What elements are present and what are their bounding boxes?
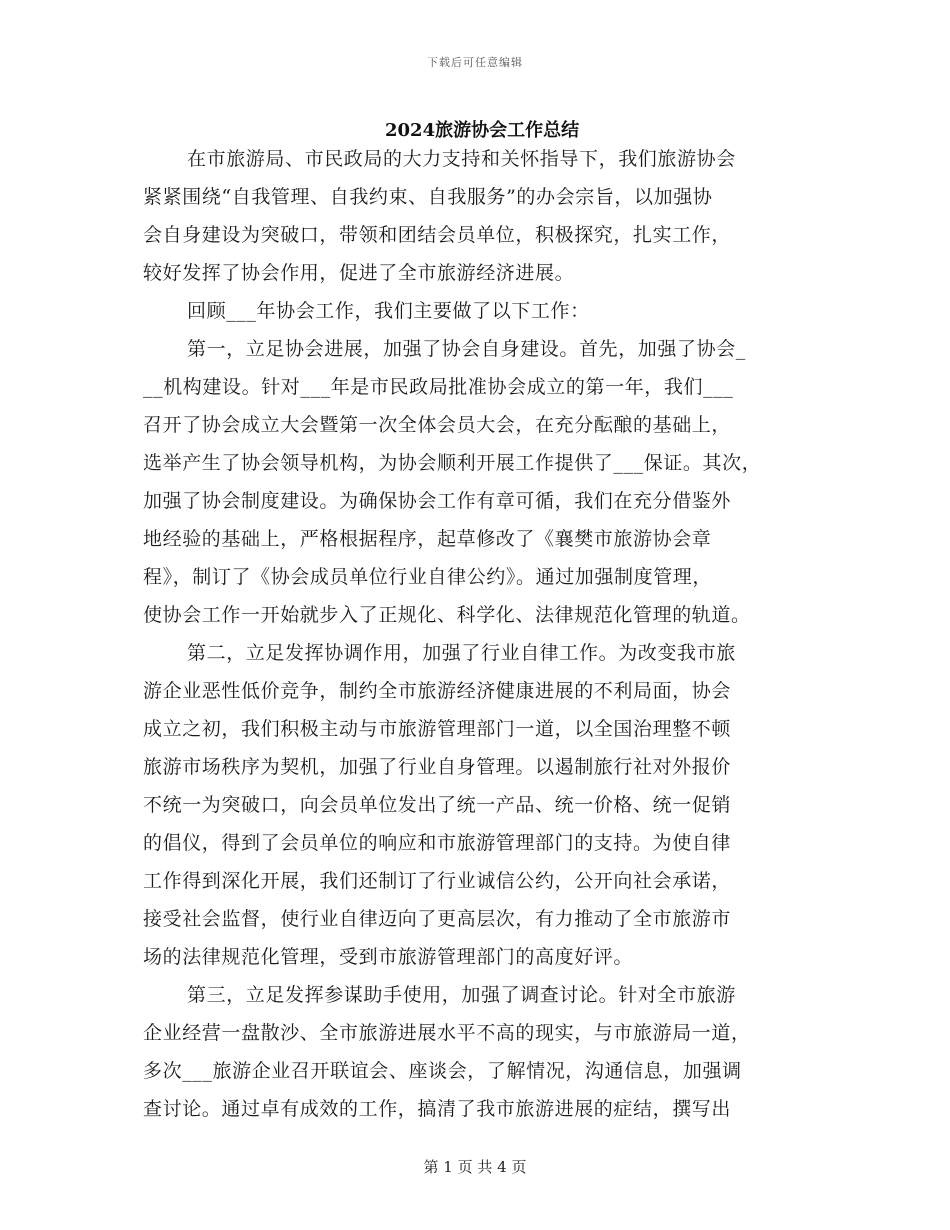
page-number: 第 1 页 共 4 页 <box>423 1158 527 1176</box>
body-line: 加强了协会制度建设。为确保协会工作有章可循，我们在充分借鉴外 <box>143 490 732 512</box>
body-line: 地经验的基础上，严格根据程序，起草修改了《襄樊市旅游协会章 <box>143 528 712 550</box>
body-line: 程》，制订了《协会成员单位行业自律公约》。通过加强制度管理， <box>143 566 713 588</box>
body-line: 第三，立足发挥参谋助手使用，加强了调查讨论。针对全市旅游 <box>187 984 736 1006</box>
body-line: 第一，立足协会进展，加强了协会自身建设。首先，加强了协会_ <box>187 338 746 360</box>
body-line: 使协会工作一开始就步入了正规化、科学化、法律规范化管理的轨道。 <box>143 604 751 626</box>
body-line: 成立之初，我们积极主动与市旅游管理部门一道，以全国治理整不顿 <box>143 718 732 740</box>
body-line: 接受社会监督，使行业自律迈向了更高层次，有力推动了全市旅游市 <box>143 908 732 930</box>
body-line: 工作得到深化开展，我们还制订了行业诚信公约，公开向社会承诺， <box>143 870 732 892</box>
body-line: 会自身建设为突破口，带领和团结会员单位，积极探究，扎实工作， <box>143 224 732 246</box>
header-note: 下载后可任意编辑 <box>427 56 523 69</box>
body-line: 第二，立足发挥协调作用，加强了行业自律工作。为改变我市旅 <box>187 642 736 664</box>
body-line: 召开了协会成立大会暨第一次全体会员大会，在充分酝酿的基础上， <box>143 414 732 436</box>
body-line: 选举产生了协会领导机构，为协会顺利开展工作提供了___保证。其次， <box>143 452 762 474</box>
body-line: 多次___旅游企业召开联谊会、座谈会，了解情况，沟通信息，加强调 <box>143 1060 742 1082</box>
document-title: 2024旅游协会工作总结 <box>385 120 580 141</box>
body-line: 在市旅游局、市民政局的大力支持和关怀指导下，我们旅游协会 <box>187 148 736 170</box>
body-line: 的倡仪，得到了会员单位的响应和市旅游管理部门的支持。为使自律 <box>143 832 732 854</box>
body-line: 游企业恶性低价竞争，制约全市旅游经济健康进展的不利局面，协会 <box>143 680 732 702</box>
body-line: 企业经营一盘散沙、全市旅游进展水平不高的现实，与市旅游局一道， <box>143 1022 751 1044</box>
body-line: 较好发挥了协会作用，促进了全市旅游经济进展。 <box>143 262 575 284</box>
body-line: 查讨论。通过卓有成效的工作，搞清了我市旅游进展的症结，撰写出 <box>143 1098 732 1120</box>
body-line: 不统一为突破口，向会员单位发出了统一产品、统一价格、统一促销 <box>143 794 732 816</box>
body-line: 旅游市场秩序为契机，加强了行业自身管理。以遏制旅行社对外报价 <box>143 756 732 778</box>
body-line: 场的法律规范化管理，受到市旅游管理部门的高度好评。 <box>143 946 634 968</box>
body-line: 紧紧围绕“自我管理、自我约束、自我服务”的办会宗旨，以加强协 <box>143 186 713 208</box>
body-line: __机构建设。针对___年是市民政局批准协会成立的第一年，我们___ <box>143 376 734 398</box>
body-line: 回顾___年协会工作，我们主要做了以下工作： <box>187 300 590 322</box>
